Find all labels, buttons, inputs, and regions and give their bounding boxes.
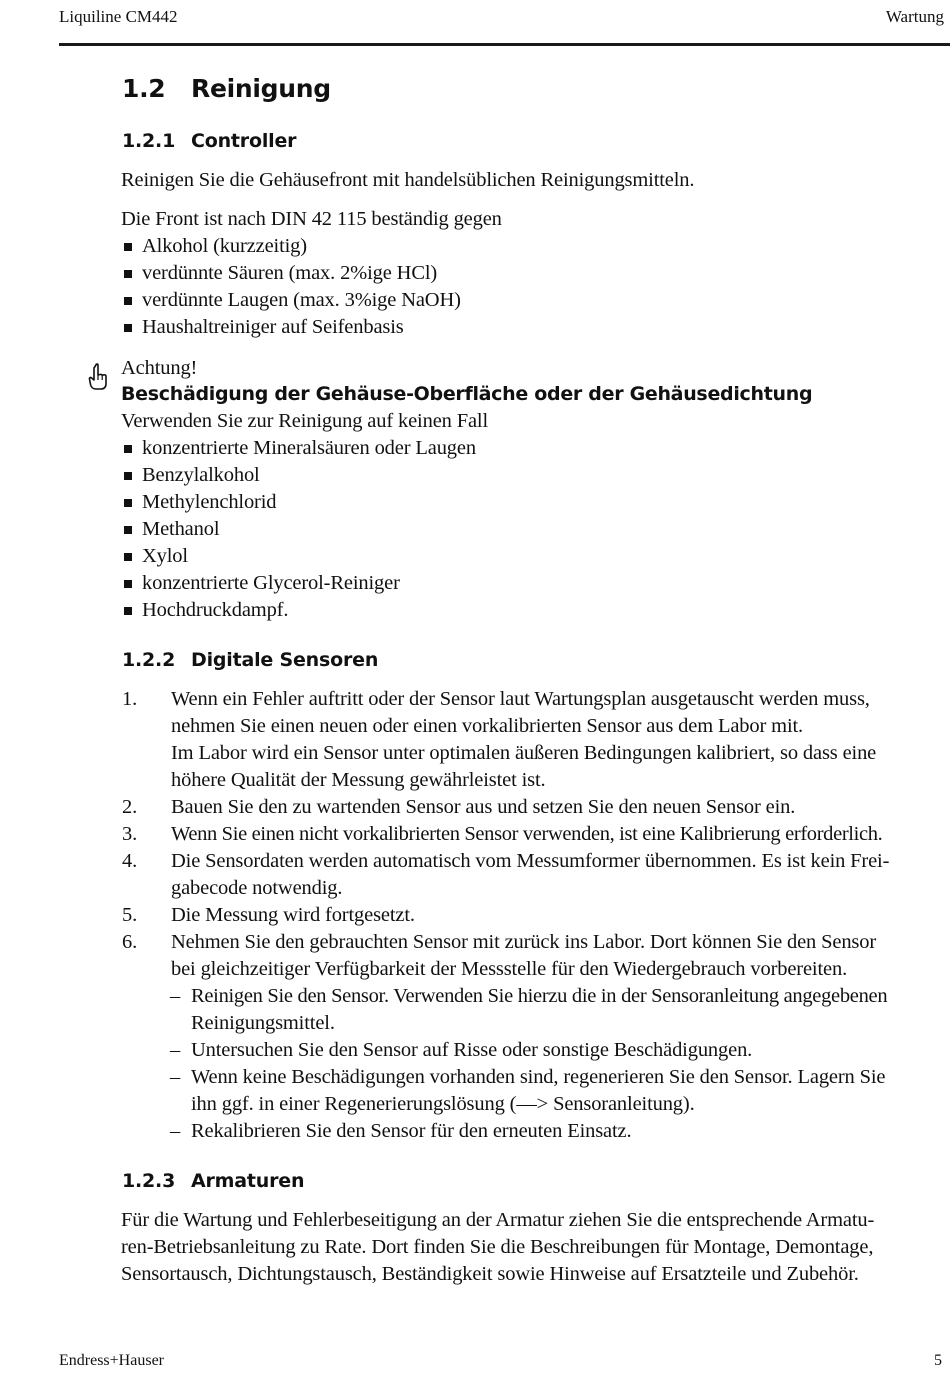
caution-intro: Verwenden Sie zur Reinigung auf keinen Fall (121, 410, 489, 432)
substep-line: Untersuchen Sie den Sensor auf Risse oder sonstige Beschädigungen. (191, 1039, 753, 1061)
list-item: Alkohol (kurzzeitig) (142, 235, 307, 257)
step-number: 4. (122, 850, 138, 872)
bullet-icon (124, 243, 132, 251)
bullet-icon (124, 472, 132, 480)
fittings-line: Sensortausch, Dichtungstausch, Beständigkeit sowie Hinweise auf Ersatzteile und Zubehör. (121, 1263, 859, 1285)
bullet-icon (124, 526, 132, 534)
substep-line: Reinigen Sie den Sensor. Verwenden Sie hierzu die in der Sensoranleitung angegebenen (191, 985, 888, 1007)
subsection-title-sensors: Digitale Sensoren (191, 649, 379, 671)
bullet-icon (124, 324, 132, 332)
dash-marker: – (170, 985, 181, 1007)
subsection-number-fittings: 1.2.3 (122, 1170, 176, 1192)
header-rule (59, 43, 950, 46)
bullet-icon (124, 297, 132, 305)
step-number: 6. (122, 931, 138, 953)
footer-brand: Endress+Hauser (59, 1352, 164, 1369)
list-item: Hochdruckdampf. (142, 599, 289, 621)
list-item: Haushaltreiniger auf Seifenbasis (142, 316, 404, 338)
resistant-intro: Die Front ist nach DIN 42 115 beständig gegen (121, 208, 502, 230)
list-item: konzentrierte Mineralsäuren oder Laugen (142, 437, 476, 459)
list-item: Methanol (142, 518, 220, 540)
bullet-icon (124, 270, 132, 278)
section-title: Reinigung (191, 74, 331, 103)
pointing-hand-icon (87, 363, 109, 391)
step-line: Wenn ein Fehler auftritt oder der Sensor laut Wartungsplan ausgetauscht werden muss, (171, 688, 870, 710)
fittings-line: Für die Wartung und Fehlerbeseitigung an der Armatur ziehen Sie die entsprechende Armatu- (121, 1209, 875, 1231)
subsection-title-controller: Controller (191, 130, 297, 152)
step-line: nehmen Sie einen neuen oder einen vorkalibrierten Sensor aus dem Labor mit. (171, 715, 804, 737)
header-chapter: Wartung (885, 7, 944, 26)
subsection-number-sensors: 1.2.2 (122, 649, 176, 671)
step-number: 5. (122, 904, 138, 926)
step-line: höhere Qualität der Messung gewährleistet ist. (171, 769, 546, 791)
subsection-title-fittings: Armaturen (191, 1170, 305, 1192)
caution-label: Achtung! (121, 357, 198, 379)
bullet-icon (124, 553, 132, 561)
list-item: konzentrierte Glycerol-Reiniger (142, 572, 400, 594)
list-item: Benzylalkohol (142, 464, 260, 486)
step-number: 3. (122, 823, 138, 845)
bullet-icon (124, 580, 132, 588)
list-item: Methylenchlorid (142, 491, 277, 513)
step-line: Nehmen Sie den gebrauchten Sensor mit zurück ins Labor. Dort können Sie den Sensor (171, 931, 877, 953)
step-line: Bauen Sie den zu wartenden Sensor aus und setzen Sie den neuen Sensor ein. (171, 796, 796, 818)
step-line: Im Labor wird ein Sensor unter optimalen äußeren Bedingungen kalibriert, so dass eine (171, 742, 877, 764)
step-line: Die Sensordaten werden automatisch vom Messumformer übernommen. Es ist kein Frei- (171, 850, 890, 872)
bullet-icon (124, 607, 132, 615)
dash-marker: – (170, 1039, 181, 1061)
section-number: 1.2 (122, 74, 166, 103)
list-item: verdünnte Säuren (max. 2%ige HCl) (142, 262, 438, 284)
substep-line: Rekalibrieren Sie den Sensor für den erneuten Einsatz. (191, 1120, 632, 1142)
subsection-number-controller: 1.2.1 (122, 130, 176, 152)
header-product-name: Liquiline CM442 (59, 7, 178, 26)
caution-heading: Beschädigung der Gehäuse-Oberfläche oder der Gehäusedichtung (121, 383, 813, 405)
step-number: 1. (122, 688, 138, 710)
bullet-icon (124, 499, 132, 507)
fittings-line: ren-Betriebsanleitung zu Rate. Dort finden Sie die Beschreibungen für Montage, Demontage, (121, 1236, 874, 1258)
list-item: verdünnte Laugen (max. 3%ige NaOH) (142, 289, 461, 311)
dash-marker: – (170, 1120, 181, 1142)
substep-line: Reinigungsmittel. (191, 1012, 335, 1034)
step-line: bei gleichzeitiger Verfügbarkeit der Messstelle für den Wiedergebrauch vorbereiten. (171, 958, 848, 980)
list-item: Xylol (142, 545, 188, 567)
substep-line: ihn ggf. in einer Regenerierungslösung (—> Sensoranleitung). (191, 1093, 695, 1115)
step-line: Die Messung wird fortgesetzt. (171, 904, 415, 926)
substep-line: Wenn keine Beschädigungen vorhanden sind, regenerieren Sie den Sensor. Lagern Sie (191, 1066, 886, 1088)
step-number: 2. (122, 796, 138, 818)
page-number: 5 (934, 1352, 942, 1369)
step-line: gabecode notwendig. (171, 877, 343, 899)
bullet-icon (124, 445, 132, 453)
controller-intro: Reinigen Sie die Gehäusefront mit handelsüblichen Reinigungsmitteln. (121, 169, 695, 191)
dash-marker: – (170, 1066, 181, 1088)
step-line: Wenn Sie einen nicht vorkalibrierten Sensor verwenden, ist eine Kalibrierung erforderlich. (171, 823, 883, 845)
